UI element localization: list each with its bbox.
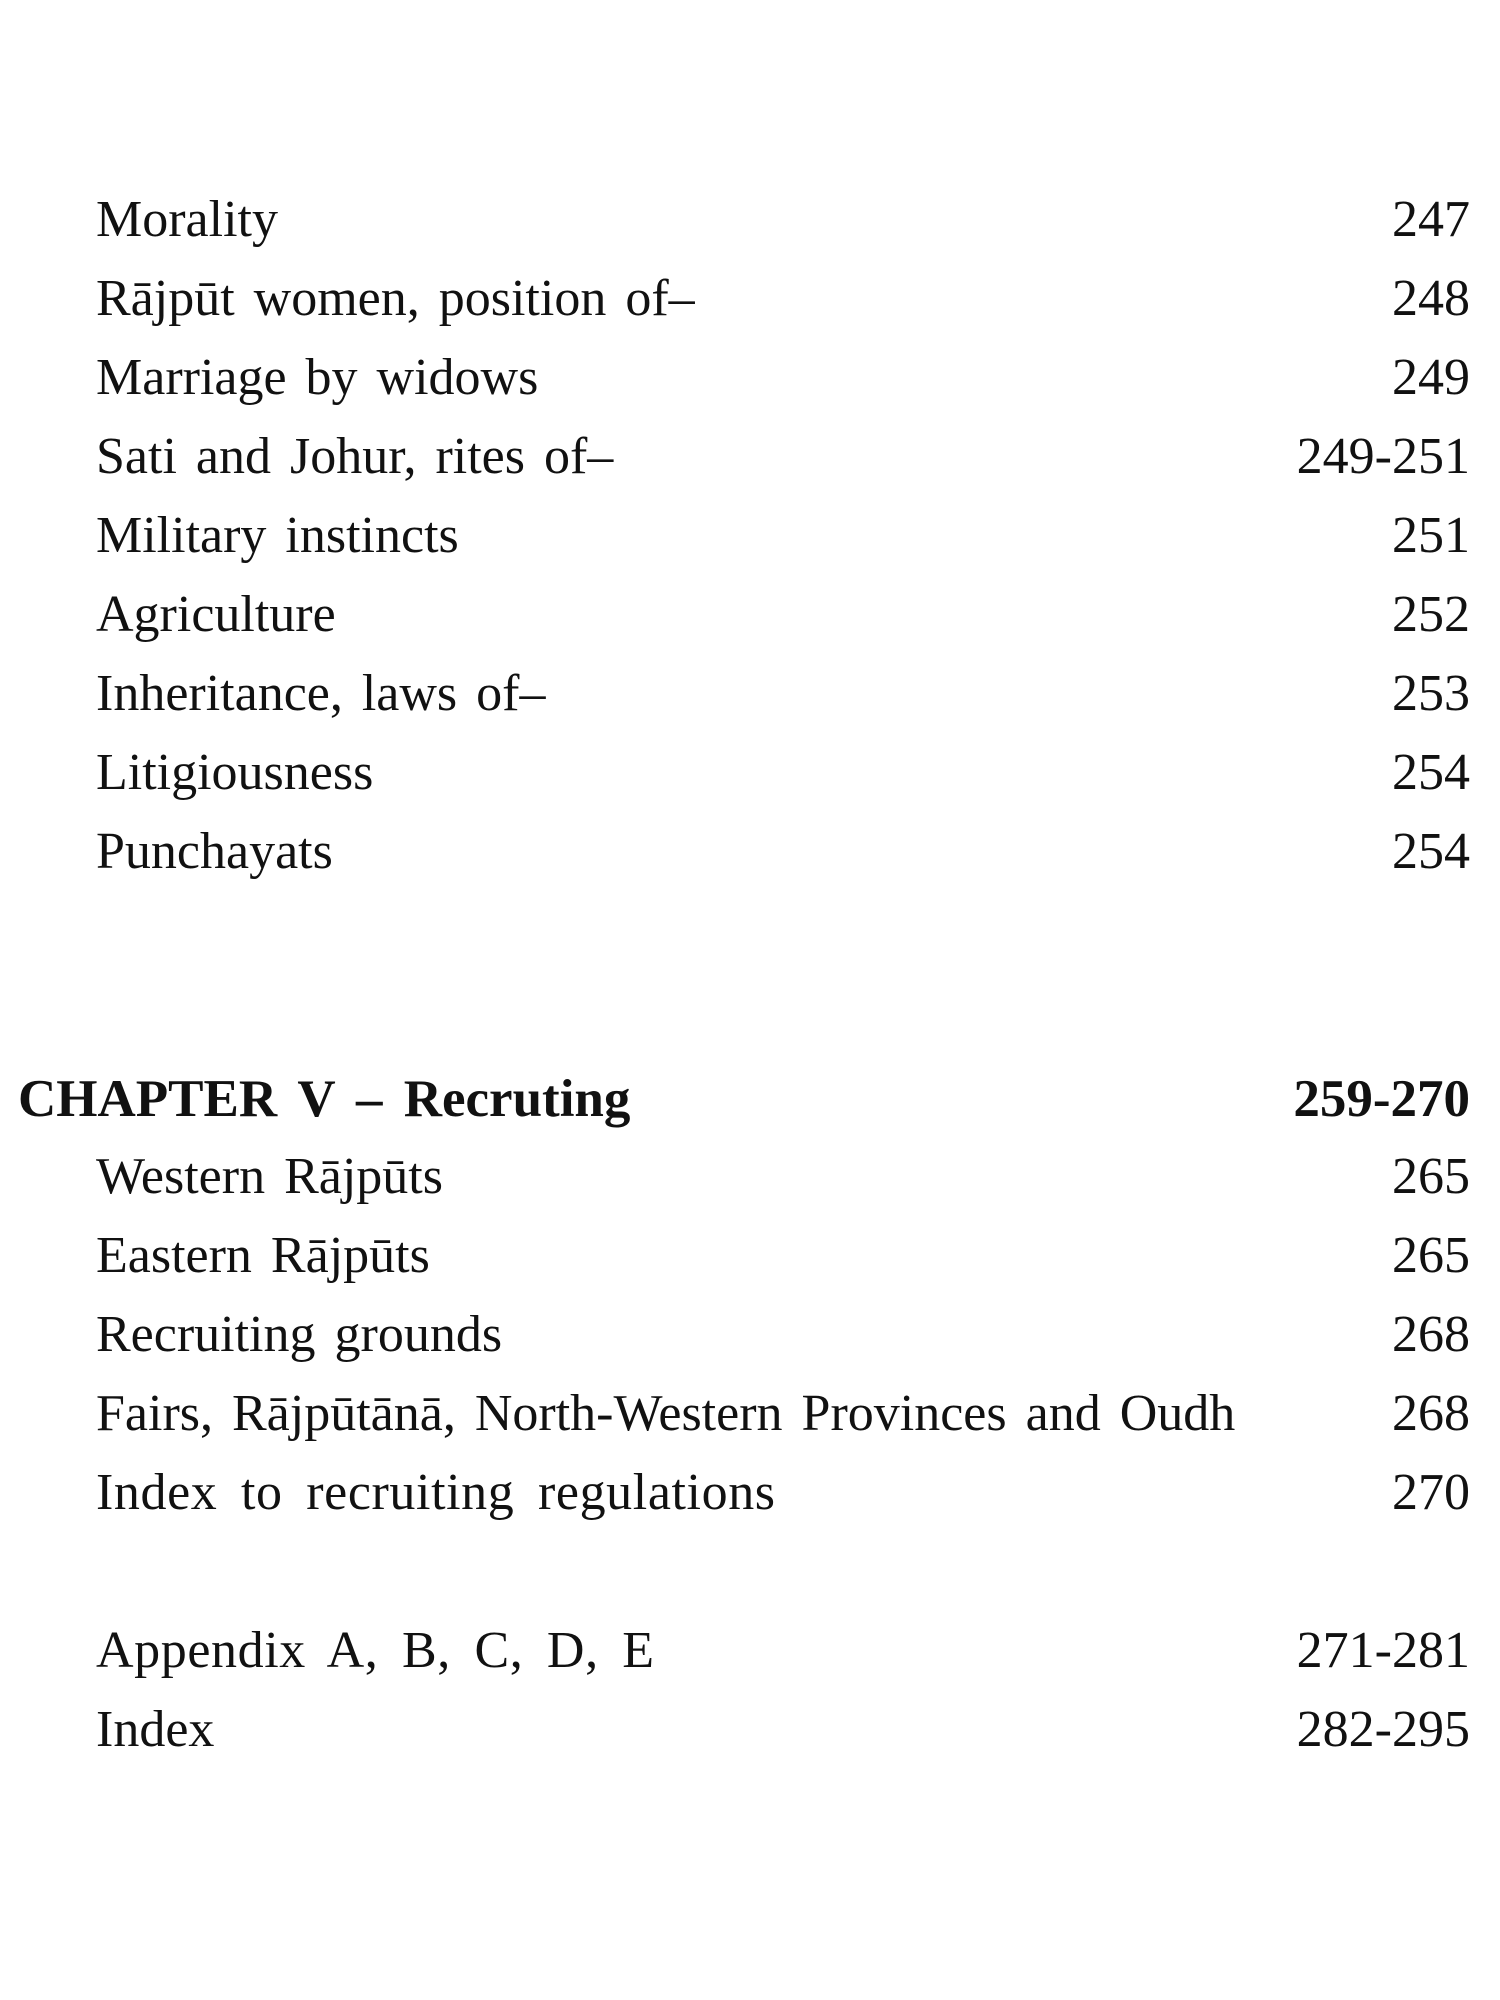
toc-entry-title: Appendix A, B, C, D, E xyxy=(96,1622,655,1679)
toc-entry-eastern-rajputs xyxy=(96,1221,1470,1291)
toc-entry-rajput-women xyxy=(96,264,1470,334)
toc-entry-recruiting-grounds xyxy=(96,1300,1470,1370)
toc-entry-title: Military instincts xyxy=(96,507,459,564)
toc-entry-pages: 248 xyxy=(1392,270,1470,327)
toc-entry-title: Marriage by widows xyxy=(96,349,539,406)
toc-entry-pages: 254 xyxy=(1392,744,1470,801)
toc-entry-fairs xyxy=(96,1379,1470,1449)
toc-entry-title: Recruiting grounds xyxy=(96,1306,503,1363)
toc-entry-litigiousness xyxy=(96,738,1470,808)
toc-entry-pages: 251 xyxy=(1392,507,1470,564)
toc-entry-pages: 270 xyxy=(1392,1464,1470,1521)
toc-entry-pages: 249 xyxy=(1392,349,1470,406)
toc-entry-pages: 249-251 xyxy=(1296,428,1470,485)
toc-entry-title: Inheritance, laws of– xyxy=(96,665,546,722)
toc-entry-pages: 282-295 xyxy=(1296,1701,1470,1758)
toc-entry-index xyxy=(96,1695,1470,1765)
toc-entry-title: Eastern Rājpūts xyxy=(96,1227,430,1284)
chapter-title: CHAPTER V – Recruting xyxy=(18,1070,631,1128)
toc-entry-western-rajputs xyxy=(96,1142,1470,1212)
toc-entry-sati-and-johur xyxy=(96,422,1470,492)
toc-entry-title: Sati and Johur, rites of– xyxy=(96,428,614,485)
toc-entry-title: Index to recruiting regulations xyxy=(96,1464,776,1521)
toc-entry-morality xyxy=(96,185,1470,255)
toc-entry-appendix xyxy=(96,1616,1470,1686)
toc-entry-punchayats xyxy=(96,817,1470,887)
toc-entry-pages: 268 xyxy=(1392,1385,1470,1442)
toc-entry-title: Agriculture xyxy=(96,586,336,643)
toc-entry-title: Litigiousness xyxy=(96,744,374,801)
toc-entry-title: Morality xyxy=(96,191,278,248)
toc-entry-pages: 271-281 xyxy=(1296,1622,1470,1679)
toc-entry-marriage-by-widows xyxy=(96,343,1470,413)
toc-entry-title: Rājpūt women, position of– xyxy=(96,270,695,327)
toc-entry-inheritance xyxy=(96,659,1470,729)
toc-entry-pages: 254 xyxy=(1392,823,1470,880)
toc-entry-pages: 265 xyxy=(1392,1227,1470,1284)
toc-entry-pages: 252 xyxy=(1392,586,1470,643)
toc-entry-pages: 247 xyxy=(1392,191,1470,248)
toc-entry-agriculture xyxy=(96,580,1470,650)
toc-entry-title: Punchayats xyxy=(96,823,333,880)
toc-entry-pages: 253 xyxy=(1392,665,1470,722)
toc-entry-index-to-recruiting-regulations xyxy=(96,1458,1470,1528)
toc-entry-title: Index xyxy=(96,1701,215,1758)
toc-entry-military-instincts xyxy=(96,501,1470,571)
chapter-heading xyxy=(18,1062,1470,1136)
toc-entry-pages: 268 xyxy=(1392,1306,1470,1363)
toc-entry-title: Fairs, Rājpūtānā, North-Western Provinces and Oudh xyxy=(96,1385,1236,1442)
toc-entry-pages: 265 xyxy=(1392,1148,1470,1205)
chapter-pages: 259-270 xyxy=(1293,1070,1470,1128)
toc-entry-title: Western Rājpūts xyxy=(96,1148,443,1205)
